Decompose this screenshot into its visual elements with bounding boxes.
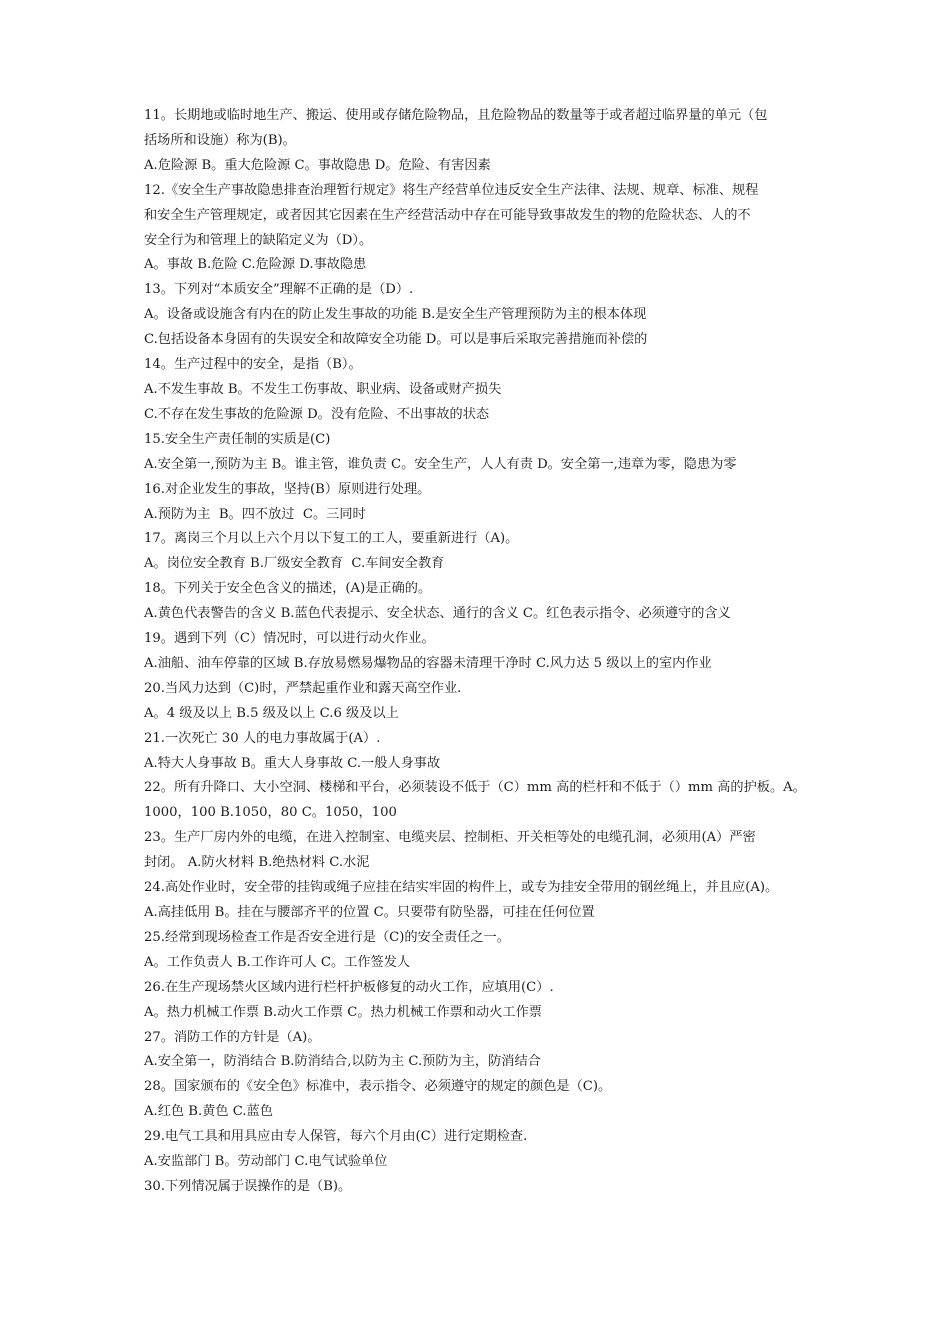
text-line: 22。所有升降口、大小空洞、楼梯和平台，必须装设不低于（C）mm 高的栏杆和不低于（）mm 高的护板。A。 [144,780,806,796]
text-line: A。工作负责人 B.工作许可人 C。工作签发人 [144,954,411,970]
text-line: A。设备或设施含有内在的防止发生事故的功能 B.是安全生产管理预防为主的根本体现 [144,307,647,323]
text-line: 括场所和设施）称为(B)。 [144,132,296,148]
text-line: 封闭。 A.防火材料 B.绝热材料 C.水泥 [144,855,370,871]
text-line: A.预防为主 B。四不放过 C。三同时 [144,506,366,522]
text-line: A。岗位安全教育 B.厂级安全教育 C.车间安全教育 [144,556,445,572]
text-line: 14。生产过程中的安全，是指（B）。 [144,357,362,373]
text-line: 25.经常到现场检查工作是否安全进行是（C)的安全责任之一。 [144,929,510,945]
text-line: 30.下列情况属于误操作的是（B)。 [144,1178,352,1194]
text-line: A.油船、油车停靠的区域 B.存放易燃易爆物品的容器未清理干净时 C.风力达 5 级以上的室内作业 [144,655,712,671]
text-line: C.不存在发生事故的危险源 D。没有危险、不出事故的状态 [144,406,490,422]
text-line: A。4 级及以上 B.5 级及以上 C.6 级及以上 [144,705,399,721]
text-line: 21.一次死亡 30 人的电力事故属于(A）. [144,730,381,746]
text-line: 20.当风力达到（C)时，严禁起重作业和露天高空作业. [144,680,462,696]
text-line: 24.高处作业时，安全带的挂钩或绳子应挂在结实牢固的构件上，或专为挂安全带用的钢丝绳上，并且应(A)。 [144,880,779,896]
text-line: 26.在生产现场禁火区域内进行栏杆护板修复的动火工作，应填用(C）. [144,979,554,995]
text-line: 16.对企业发生的事故，坚持(B）原则进行处理。 [144,481,431,497]
text-line: 17。离岗三个月以上六个月以下复工的工人，要重新进行（A)。 [144,531,519,547]
text-line: A.安全第一，防消结合 B.防消结合,以防为主 C.预防为主，防消结合 [144,1054,541,1070]
text-line: C.包括设备本身固有的失误安全和故障安全功能 D。可以是事后采取完善措施而补偿的 [144,332,648,348]
text-line: 23。生产厂房内外的电缆，在进入控制室、电缆夹层、控制柜、开关柜等处的电缆孔洞，必须用(A）严密 [144,830,756,846]
text-line: A。热力机械工作票 B.动火工作票 C。热力机械工作票和动火工作票 [144,1004,542,1020]
text-line: 12.《安全生产事故隐患排查治理暂行规定》将生产经营单位违反安全生产法律、法规、规章、标准、规程 [144,182,759,198]
text-line: 19。遇到下列（C）情况时，可以进行动火作业。 [144,631,435,647]
document-body [144,104,812,1200]
text-line: A.安监部门 B。劳动部门 C.电气试验单位 [144,1154,388,1170]
text-line: 13。下列对“本质安全”理解不正确的是（D）. [144,282,414,298]
text-line: 15.安全生产责任制的实质是(C) [144,431,331,447]
text-line: A.高挂低用 B。挂在与腰部齐平的位置 C。只要带有防坠器，可挂在任何位置 [144,905,595,920]
text-line: 和安全生产管理规定，或者因其它因素在生产经营活动中存在可能导致事故发生的物的危险状态、人的不 [144,207,751,223]
text-line: 28。国家颁布的《安全色》标准中，表示指令、必须遵守的规定的颜色是（C)。 [144,1079,612,1095]
text-line: A.安全第一,预防为主 B。谁主管，谁负责 C。安全生产，人人有责 D。安全第一,违章为零，隐患为零 [144,456,737,472]
text-line: A.特大人身事故 B。重大人身事故 C.一般人身事故 [144,755,441,771]
text-line: 27。消防工作的方针是（A)。 [144,1029,321,1045]
text-line: 18。下列关于安全色含义的描述，(A)是正确的。 [144,581,432,597]
text-line: A.危险源 B。重大危险源 C。事故隐患 D。危险、有害因素 [144,157,491,173]
text-line: 1000，100 B.1050，80 C。1050，100 [144,805,397,821]
text-line: A。事故 B.危险 C.危险源 D.事故隐患 [144,257,367,273]
text-line: 29.电气工具和用具应由专人保管，每六个月由(C）进行定期检查. [144,1129,528,1145]
text-line: A.不发生事故 B。不发生工伤事故、职业病、设备或财产损失 [144,381,502,397]
text-line: A.黄色代表警告的含义 B.蓝色代表提示、安全状态、通行的含义 C。红色表示指令、必须遵守的含义 [144,606,731,622]
text-line: 11。长期地或临时地生产、搬运、使用或存储危险物品，且危险物品的数量等于或者超过临界量的单元（包 [144,108,768,123]
text-line: A.红色 B.黄色 C.蓝色 [144,1104,273,1120]
text-line: 安全行为和管理上的缺陷定义为（D）。 [144,232,373,248]
